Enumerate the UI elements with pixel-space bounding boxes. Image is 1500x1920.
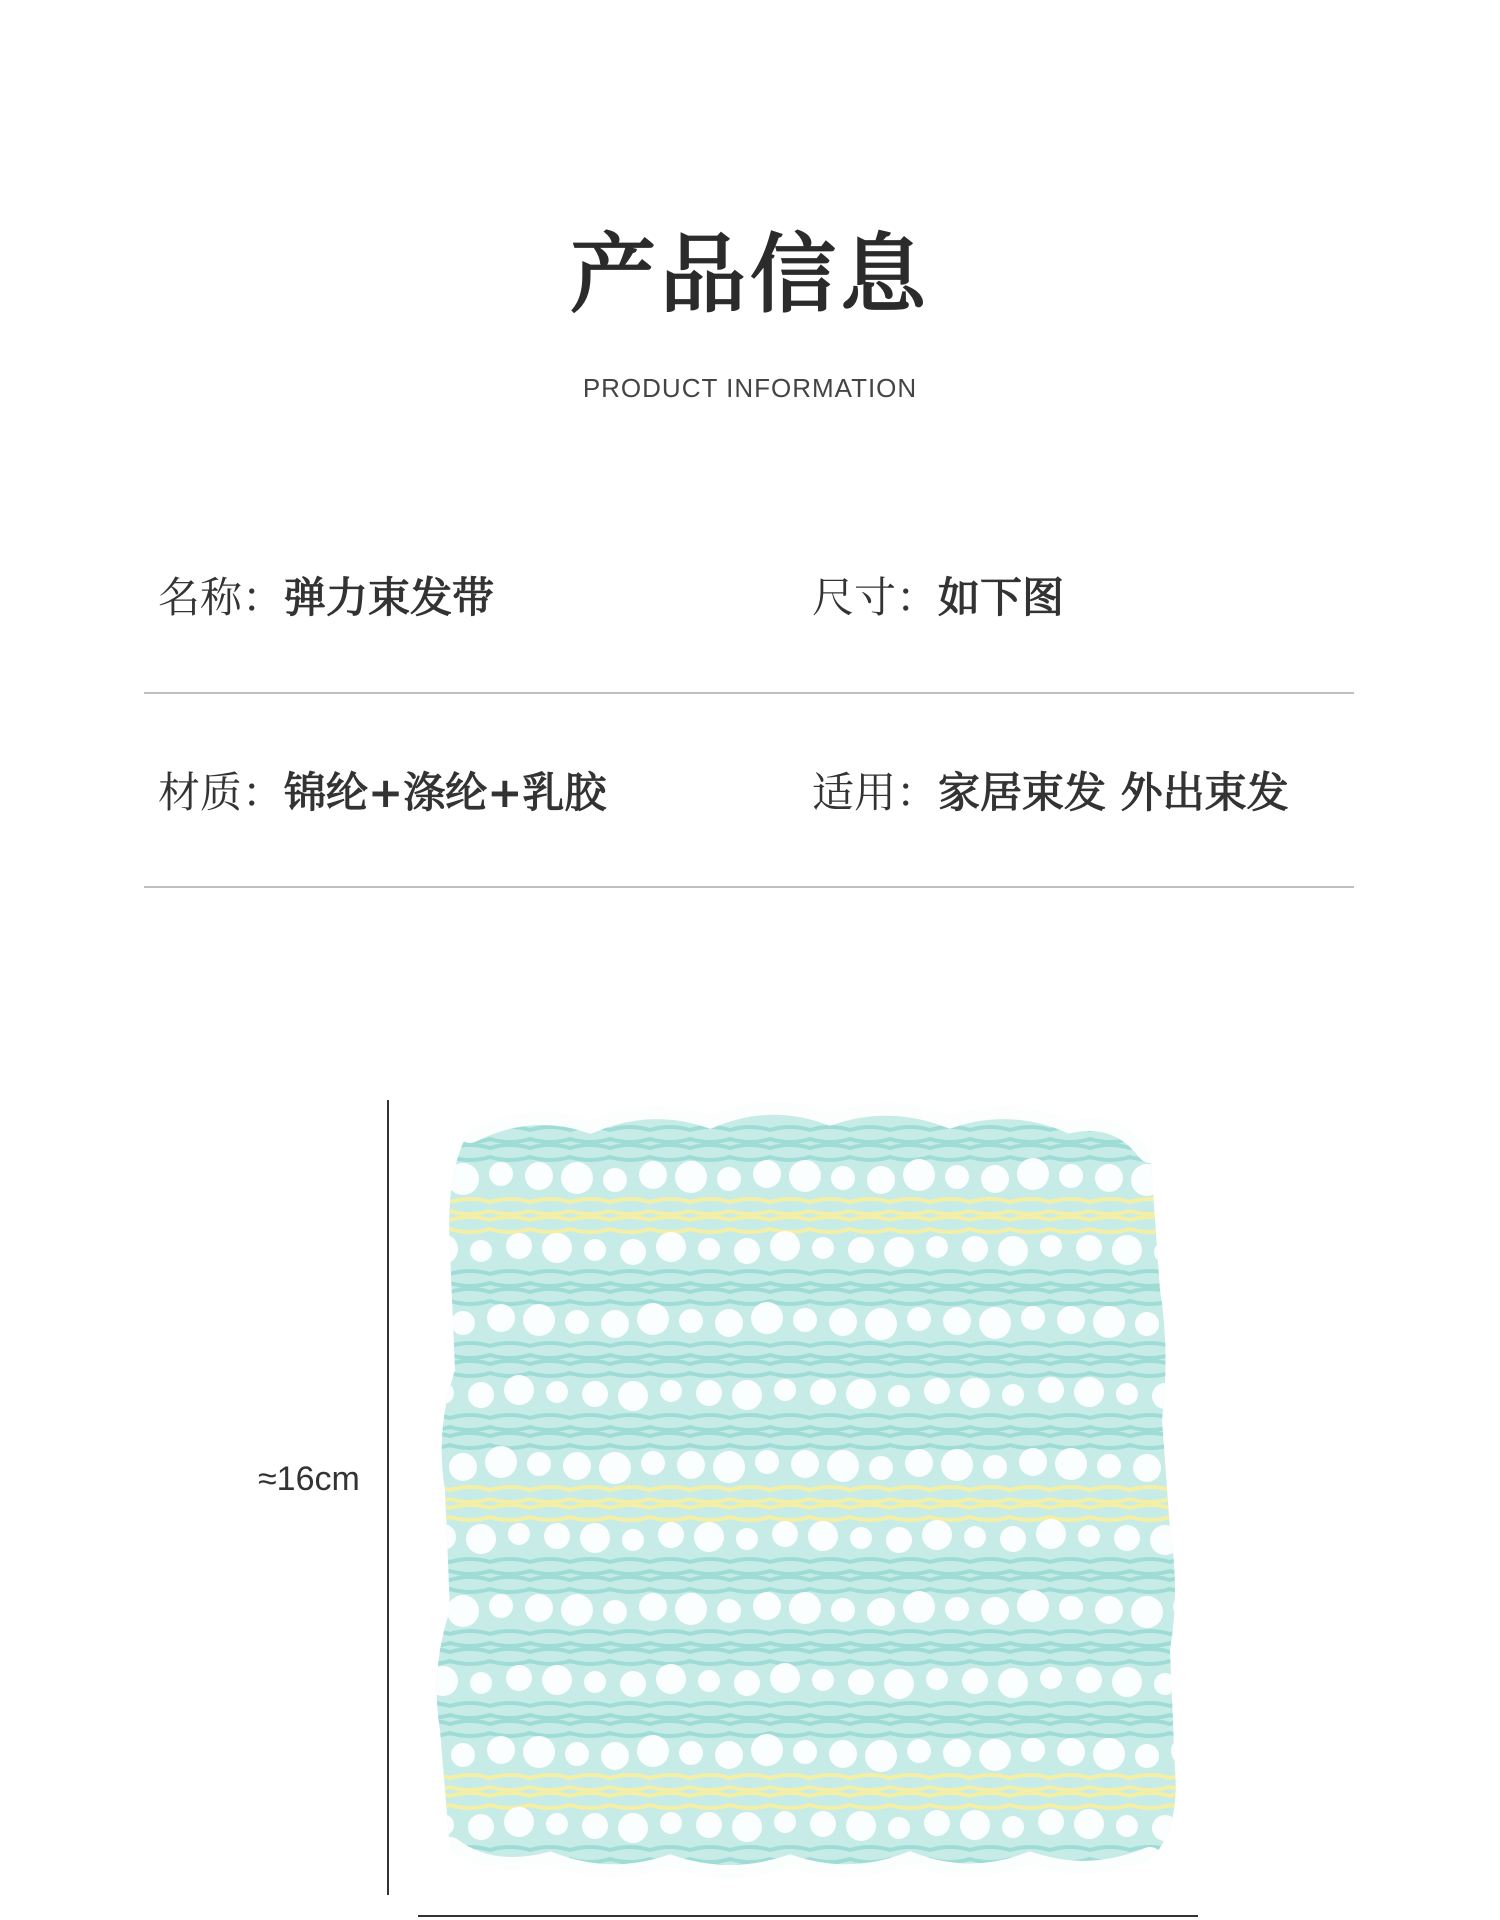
pompom bbox=[413, 1453, 437, 1477]
pompom bbox=[1112, 1667, 1142, 1697]
pompom bbox=[960, 1810, 990, 1840]
pompom bbox=[679, 1309, 703, 1333]
pompom bbox=[888, 1385, 910, 1407]
pompom bbox=[641, 1451, 665, 1475]
pompom bbox=[639, 1161, 667, 1189]
pompom bbox=[565, 1742, 589, 1766]
pompom bbox=[428, 1234, 458, 1264]
pompom bbox=[831, 1166, 855, 1190]
pompom bbox=[698, 1238, 720, 1260]
pompom bbox=[1076, 1667, 1102, 1693]
pompom bbox=[734, 1670, 760, 1696]
pompom bbox=[793, 1308, 817, 1332]
info-row-name bbox=[158, 565, 494, 625]
pompom bbox=[584, 1671, 606, 1693]
pompom bbox=[774, 1379, 796, 1401]
pompom bbox=[1095, 1596, 1123, 1624]
pompom bbox=[922, 1520, 952, 1550]
pompom bbox=[466, 1524, 496, 1554]
pompom bbox=[753, 1160, 781, 1188]
usage-value: 家居束发 外出束发 bbox=[938, 768, 1289, 817]
pompom bbox=[527, 1452, 551, 1476]
pompom bbox=[998, 1236, 1028, 1266]
pompom bbox=[732, 1812, 762, 1842]
pompom bbox=[903, 1591, 935, 1623]
pompom bbox=[850, 1527, 872, 1549]
pompom bbox=[1078, 1525, 1100, 1547]
pompom bbox=[487, 1736, 515, 1764]
pompom bbox=[1095, 1164, 1123, 1192]
pompom bbox=[561, 1594, 593, 1626]
pompom bbox=[1059, 1596, 1083, 1620]
pompom bbox=[808, 1521, 838, 1551]
pompom bbox=[599, 1452, 631, 1484]
pompom bbox=[962, 1668, 988, 1694]
pompom bbox=[1017, 1590, 1049, 1622]
pompom bbox=[903, 1159, 935, 1191]
pompom bbox=[1093, 1306, 1125, 1338]
pompom bbox=[1152, 1383, 1178, 1409]
pompom bbox=[679, 1741, 703, 1765]
pompom bbox=[447, 1595, 479, 1627]
pompom bbox=[622, 1529, 644, 1551]
pompom bbox=[943, 1739, 971, 1767]
pompom bbox=[1021, 1306, 1045, 1330]
pompom bbox=[924, 1810, 950, 1836]
pompom bbox=[656, 1232, 686, 1262]
pompom bbox=[945, 1165, 969, 1189]
size-value: 如下图 bbox=[938, 573, 1065, 622]
pompom bbox=[717, 1167, 741, 1191]
pompom bbox=[565, 1310, 589, 1334]
pompom bbox=[926, 1236, 948, 1258]
pompom bbox=[527, 1884, 551, 1890]
pompom bbox=[888, 1817, 910, 1839]
material-label: 材质： bbox=[158, 768, 285, 817]
pompom bbox=[717, 1599, 741, 1623]
pompom bbox=[603, 1600, 627, 1624]
pompom bbox=[618, 1813, 648, 1843]
pompom bbox=[1131, 1596, 1163, 1628]
pompom bbox=[637, 1303, 669, 1335]
pompom bbox=[470, 1672, 492, 1694]
pompom bbox=[810, 1811, 836, 1837]
pompom bbox=[523, 1736, 555, 1768]
pompom bbox=[1190, 1666, 1210, 1692]
pompom bbox=[979, 1739, 1011, 1771]
info-row-usage bbox=[812, 760, 1289, 820]
pompom bbox=[751, 1734, 783, 1766]
height-dimension-label: ≈16cm bbox=[258, 1460, 360, 1498]
pompom bbox=[1112, 1235, 1142, 1265]
pompom bbox=[755, 1450, 779, 1474]
pompom bbox=[580, 1523, 610, 1553]
pompom bbox=[660, 1812, 682, 1834]
material-value: 锦纶+涤纶+乳胶 bbox=[284, 768, 607, 817]
pompom bbox=[504, 1375, 534, 1405]
pompom bbox=[451, 1743, 475, 1767]
pompom bbox=[905, 1449, 933, 1477]
pompom bbox=[753, 1592, 781, 1620]
pompom bbox=[637, 1735, 669, 1767]
pompom bbox=[770, 1663, 800, 1693]
pompom bbox=[449, 1453, 477, 1481]
size-label: 尺寸： bbox=[812, 573, 939, 622]
pompom bbox=[506, 1233, 532, 1259]
pompom bbox=[525, 1162, 553, 1190]
pompom bbox=[468, 1382, 494, 1408]
pompom bbox=[1074, 1377, 1104, 1407]
pompom bbox=[411, 1163, 439, 1191]
pompom bbox=[658, 1522, 684, 1548]
pompom bbox=[1021, 1738, 1045, 1762]
pompom bbox=[410, 1737, 441, 1769]
pompom bbox=[884, 1237, 914, 1267]
pompom bbox=[1116, 1815, 1138, 1837]
pompom bbox=[470, 1240, 492, 1262]
pompom bbox=[715, 1741, 743, 1769]
pompom bbox=[451, 1311, 475, 1335]
pompom bbox=[561, 1162, 593, 1194]
pompom bbox=[1017, 1158, 1049, 1190]
pompom bbox=[945, 1597, 969, 1621]
pompom bbox=[865, 1740, 897, 1772]
pompom bbox=[411, 1595, 439, 1623]
pompom bbox=[1057, 1738, 1085, 1766]
pompom bbox=[675, 1161, 707, 1193]
pompom bbox=[774, 1811, 796, 1833]
pompom bbox=[1019, 1448, 1047, 1476]
divider-1 bbox=[144, 692, 1354, 694]
pompom bbox=[1135, 1744, 1159, 1768]
pompom bbox=[998, 1668, 1028, 1698]
pompom bbox=[489, 1594, 513, 1618]
pompom bbox=[413, 1885, 437, 1890]
pompom bbox=[962, 1236, 988, 1262]
pompom bbox=[827, 1450, 859, 1482]
pompom bbox=[810, 1379, 836, 1405]
pompom bbox=[620, 1671, 646, 1697]
pompom bbox=[1169, 1447, 1201, 1479]
pompom bbox=[791, 1450, 819, 1478]
pompom bbox=[770, 1231, 800, 1261]
pompom bbox=[508, 1523, 530, 1545]
pompom bbox=[789, 1160, 821, 1192]
pompom bbox=[960, 1378, 990, 1408]
pompom bbox=[943, 1307, 971, 1335]
pompom bbox=[1093, 1738, 1125, 1770]
info-row-material bbox=[158, 760, 606, 820]
pompom bbox=[1173, 1163, 1197, 1187]
pompom bbox=[1036, 1519, 1066, 1549]
pompom bbox=[1135, 1312, 1159, 1336]
pompom bbox=[1133, 1454, 1161, 1482]
pompom bbox=[941, 1449, 973, 1481]
pompom bbox=[1116, 1383, 1138, 1405]
pompom bbox=[907, 1739, 931, 1763]
pompom bbox=[793, 1740, 817, 1764]
pompom bbox=[696, 1812, 722, 1838]
pompom bbox=[812, 1237, 834, 1259]
pompom bbox=[789, 1592, 821, 1624]
width-dimension-line bbox=[418, 1915, 1198, 1917]
usage-label: 适用： bbox=[812, 768, 939, 817]
pompom bbox=[734, 1238, 760, 1264]
name-value: 弹力束发带 bbox=[284, 573, 495, 622]
pompom bbox=[1169, 1879, 1201, 1890]
pompom bbox=[1038, 1377, 1064, 1403]
pompom bbox=[926, 1668, 948, 1690]
pompom bbox=[1154, 1673, 1176, 1695]
pompom bbox=[1055, 1448, 1087, 1480]
pompom bbox=[675, 1593, 707, 1625]
pompom bbox=[846, 1811, 876, 1841]
hair-band-illustration bbox=[410, 1090, 1210, 1890]
height-dimension-line bbox=[387, 1100, 389, 1895]
pompom bbox=[715, 1309, 743, 1337]
pompom bbox=[410, 1305, 441, 1337]
pompom bbox=[449, 1885, 477, 1890]
page-subtitle: PRODUCT INFORMATION bbox=[582, 373, 918, 403]
pompom bbox=[736, 1528, 758, 1550]
pompom bbox=[865, 1308, 897, 1340]
pompom bbox=[563, 1452, 591, 1480]
pompom bbox=[620, 1239, 646, 1265]
pompom bbox=[694, 1522, 724, 1552]
pompom bbox=[924, 1378, 950, 1404]
pompom bbox=[1038, 1809, 1064, 1835]
pompom bbox=[542, 1233, 572, 1263]
pompom bbox=[1171, 1305, 1199, 1333]
pompom bbox=[1000, 1526, 1026, 1552]
pompom bbox=[546, 1381, 568, 1403]
pompom bbox=[1131, 1164, 1163, 1196]
pompom bbox=[869, 1456, 893, 1480]
pompom bbox=[981, 1597, 1009, 1625]
pompom bbox=[542, 1665, 572, 1695]
pompom bbox=[603, 1168, 627, 1192]
pompom bbox=[1114, 1525, 1140, 1551]
pompom bbox=[732, 1380, 762, 1410]
pompom bbox=[525, 1594, 553, 1622]
pompom bbox=[1188, 1376, 1210, 1406]
pompom bbox=[846, 1379, 876, 1409]
pompom bbox=[468, 1814, 494, 1840]
pompom bbox=[1154, 1241, 1176, 1263]
pompom bbox=[983, 1455, 1007, 1479]
pompom bbox=[582, 1813, 608, 1839]
pompom bbox=[867, 1598, 895, 1626]
pompom bbox=[867, 1166, 895, 1194]
pompom bbox=[886, 1527, 912, 1553]
pompom bbox=[601, 1310, 629, 1338]
pompom bbox=[698, 1670, 720, 1692]
pompom bbox=[1171, 1737, 1199, 1765]
pompom bbox=[504, 1807, 534, 1837]
pompom bbox=[582, 1381, 608, 1407]
pompom bbox=[487, 1304, 515, 1332]
pompom bbox=[1040, 1235, 1062, 1257]
pompom bbox=[981, 1165, 1009, 1193]
pompom bbox=[848, 1237, 874, 1263]
pompom bbox=[430, 1524, 456, 1550]
divider-2 bbox=[144, 886, 1354, 888]
pompom bbox=[829, 1308, 857, 1336]
pompom bbox=[1097, 1886, 1121, 1890]
pompom bbox=[772, 1521, 798, 1547]
pompom bbox=[1040, 1667, 1062, 1689]
pompom bbox=[523, 1304, 555, 1336]
pompom bbox=[1074, 1809, 1104, 1839]
pompom bbox=[696, 1380, 722, 1406]
pompom bbox=[829, 1740, 857, 1768]
page-title: 产品信息 bbox=[570, 225, 930, 325]
info-row-size bbox=[812, 565, 1064, 625]
pompom bbox=[485, 1446, 517, 1478]
pompom bbox=[1133, 1886, 1161, 1890]
pompom bbox=[618, 1381, 648, 1411]
pompom bbox=[964, 1526, 986, 1548]
pompom bbox=[713, 1451, 745, 1483]
name-label: 名称： bbox=[158, 573, 285, 622]
pompom bbox=[1076, 1235, 1102, 1261]
pompom bbox=[1173, 1595, 1197, 1619]
pompom bbox=[884, 1669, 914, 1699]
pompom bbox=[660, 1380, 682, 1402]
pompom bbox=[907, 1307, 931, 1331]
pompom bbox=[428, 1666, 458, 1696]
pompom bbox=[432, 1382, 454, 1404]
pompom bbox=[1002, 1816, 1024, 1838]
pompom bbox=[544, 1523, 570, 1549]
pompom bbox=[1057, 1306, 1085, 1334]
pompom bbox=[1192, 1524, 1210, 1546]
pompom bbox=[1097, 1454, 1121, 1478]
pompom bbox=[751, 1302, 783, 1334]
pompom bbox=[432, 1814, 454, 1836]
pompom bbox=[601, 1742, 629, 1770]
pompom bbox=[447, 1163, 479, 1195]
pompom bbox=[1152, 1815, 1178, 1841]
pompom bbox=[831, 1598, 855, 1622]
product-image-hair-band bbox=[410, 1090, 1210, 1890]
pompom bbox=[1150, 1525, 1180, 1555]
pompom bbox=[1002, 1384, 1024, 1406]
pompom bbox=[489, 1162, 513, 1186]
pompom bbox=[812, 1669, 834, 1691]
pompom bbox=[677, 1451, 705, 1479]
pompom bbox=[1190, 1234, 1210, 1260]
pompom bbox=[584, 1239, 606, 1261]
pompom bbox=[1188, 1808, 1210, 1838]
pompom bbox=[506, 1665, 532, 1691]
pompom bbox=[1059, 1164, 1083, 1188]
pompom bbox=[639, 1593, 667, 1621]
pompom bbox=[656, 1664, 686, 1694]
pompom bbox=[979, 1307, 1011, 1339]
pompom bbox=[848, 1669, 874, 1695]
pompom bbox=[546, 1813, 568, 1835]
